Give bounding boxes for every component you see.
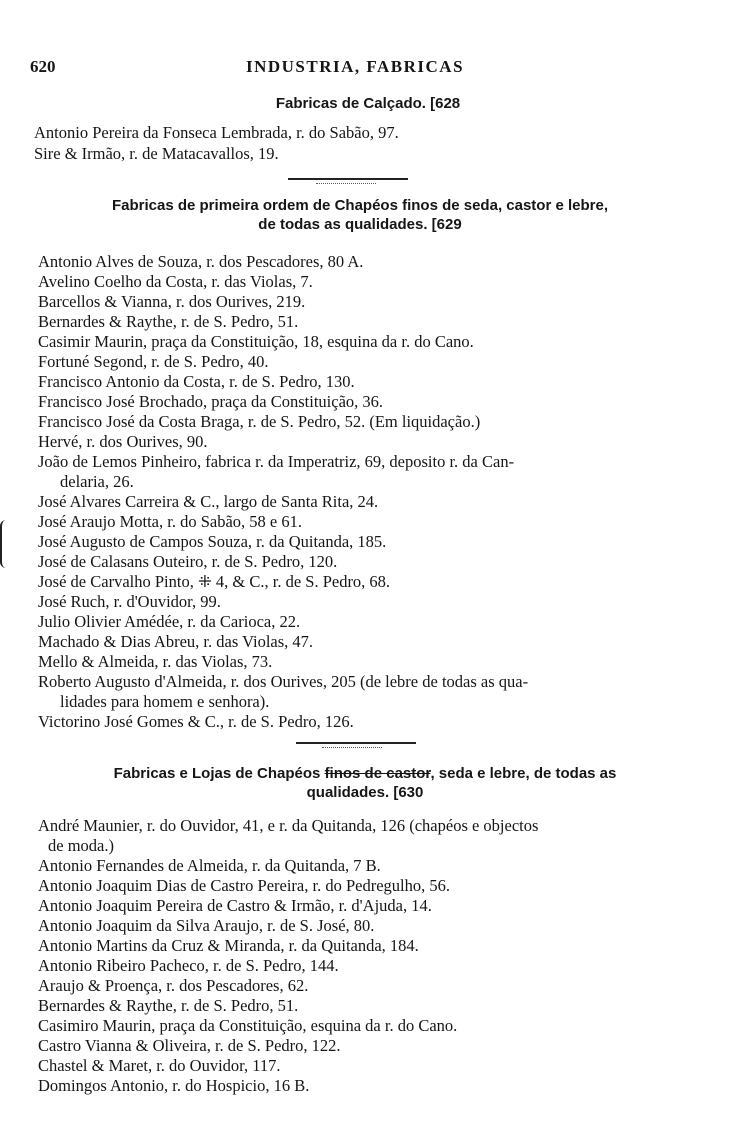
list-item: Araujo & Proença, r. dos Pescadores, 62. — [38, 976, 309, 995]
list-item: Francisco José Brochado, praça da Constituição, 36. — [38, 392, 384, 411]
section-629-title-line2: de todas as qualidades. [629 — [258, 216, 462, 233]
list-item: José Augusto de Campos Souza, r. da Quitanda, 185. — [38, 532, 387, 551]
running-title: INDUSTRIA, FABRICAS — [245, 57, 465, 76]
section-divider-dots — [322, 747, 382, 748]
section-630-title-part2: , seda e lebre, de todas as — [430, 765, 617, 782]
list-item: Antonio Joaquim Pereira de Castro & Irmão, r. d'Ajuda, 14. — [38, 896, 432, 915]
list-item: Sire & Irmão, r. de Matacavallos, 19. — [34, 144, 279, 163]
section-divider-dots — [316, 183, 376, 184]
list-item: Roberto Augusto d'Almeida, r. dos Ourives, 205 (de lebre de todas as qua- — [38, 672, 529, 691]
list-item: José de Carvalho Pinto, ⁜ 4, & C., r. de S. Pedro, 68. — [38, 572, 391, 591]
list-item: Antonio Joaquim da Silva Araujo, r. de S. José, 80. — [38, 916, 375, 935]
list-item: Chastel & Maret, r. do Ouvidor, 117. — [38, 1056, 281, 1075]
section-divider — [288, 178, 408, 180]
list-item: Mello & Almeida, r. das Violas, 73. — [38, 652, 273, 671]
list-item: Antonio Pereira da Fonseca Lembrada, r. do Sabão, 97. — [34, 123, 399, 142]
list-item: Antonio Ribeiro Pacheco, r. de S. Pedro, 144. — [38, 956, 339, 975]
section-630-title-line2: qualidades. [630 — [306, 784, 424, 801]
section-628-title: Fabricas de Calçado. [628 — [275, 95, 461, 112]
page-header — [30, 57, 680, 81]
list-item: Francisco José da Costa Braga, r. de S. Pedro, 52. (Em liquidação.) — [38, 412, 481, 431]
list-item: Fortuné Segond, r. de S. Pedro, 40. — [38, 352, 269, 371]
list-item-continuation: lidades para homem e senhora). — [60, 692, 270, 711]
list-item: Casimiro Maurin, praça da Constituição, esquina da r. do Cano. — [38, 1016, 458, 1035]
list-item: José de Calasans Outeiro, r. de S. Pedro, 120. — [38, 552, 338, 571]
list-item: Antonio Alves de Souza, r. dos Pescadores, 80 A. — [38, 252, 364, 271]
section-630-title-part1: Fabricas e Lojas de Chapéos — [113, 765, 325, 782]
list-item: Julio Olivier Amédée, r. da Carioca, 22. — [38, 612, 301, 631]
list-item: Casimir Maurin, praça da Constituição, 18, esquina da r. do Cano. — [38, 332, 474, 351]
section-630-title-line1 — [40, 764, 690, 784]
margin-brace — [0, 520, 8, 568]
list-item: Barcellos & Vianna, r. dos Ourives, 219. — [38, 292, 306, 311]
list-item: Antonio Joaquim Dias de Castro Pereira, r. do Pedregulho, 56. — [38, 876, 450, 895]
list-item: Domingos Antonio, r. do Hospicio, 16 B. — [38, 1076, 310, 1095]
page-number: 620 — [30, 57, 56, 76]
list-item: Hervé, r. dos Ourives, 90. — [38, 432, 208, 451]
list-item: Victorino José Gomes & C., r. de S. Pedro, 126. — [38, 712, 354, 731]
list-item: Antonio Fernandes de Almeida, r. da Quitanda, 7 B. — [38, 856, 381, 875]
list-item: André Maunier, r. do Ouvidor, 41, e r. da Quitanda, 126 (chapéos e objectos — [38, 816, 539, 835]
list-item: José Araujo Motta, r. do Sabão, 58 e 61. — [38, 512, 302, 531]
list-item: Avelino Coelho da Costa, r. das Violas, 7. — [38, 272, 313, 291]
list-item-continuation: de moda.) — [48, 836, 114, 855]
list-item: Bernardes & Raythe, r. de S. Pedro, 51. — [38, 996, 299, 1015]
list-item: José Alvares Carreira & C., largo de Santa Rita, 24. — [38, 492, 379, 511]
section-629-title-line1: Fabricas de primeira ordem de Chapéos finos de seda, castor e lebre, — [111, 197, 608, 214]
list-item: Antonio Martins da Cruz & Miranda, r. da Quitanda, 184. — [38, 936, 419, 955]
section-630-title-struck: finos de castor — [324, 765, 431, 782]
list-item: José Ruch, r. d'Ouvidor, 99. — [38, 592, 221, 611]
list-item: Machado & Dias Abreu, r. das Violas, 47. — [38, 632, 314, 651]
section-divider — [296, 742, 416, 744]
list-item: Francisco Antonio da Costa, r. de S. Pedro, 130. — [38, 372, 355, 391]
list-item-continuation: delaria, 26. — [60, 472, 134, 491]
list-item: Castro Vianna & Oliveira, r. de S. Pedro, 122. — [38, 1036, 341, 1055]
list-item: Bernardes & Raythe, r. de S. Pedro, 51. — [38, 312, 299, 331]
list-item: João de Lemos Pinheiro, fabrica r. da Imperatriz, 69, deposito r. da Can- — [38, 452, 515, 471]
